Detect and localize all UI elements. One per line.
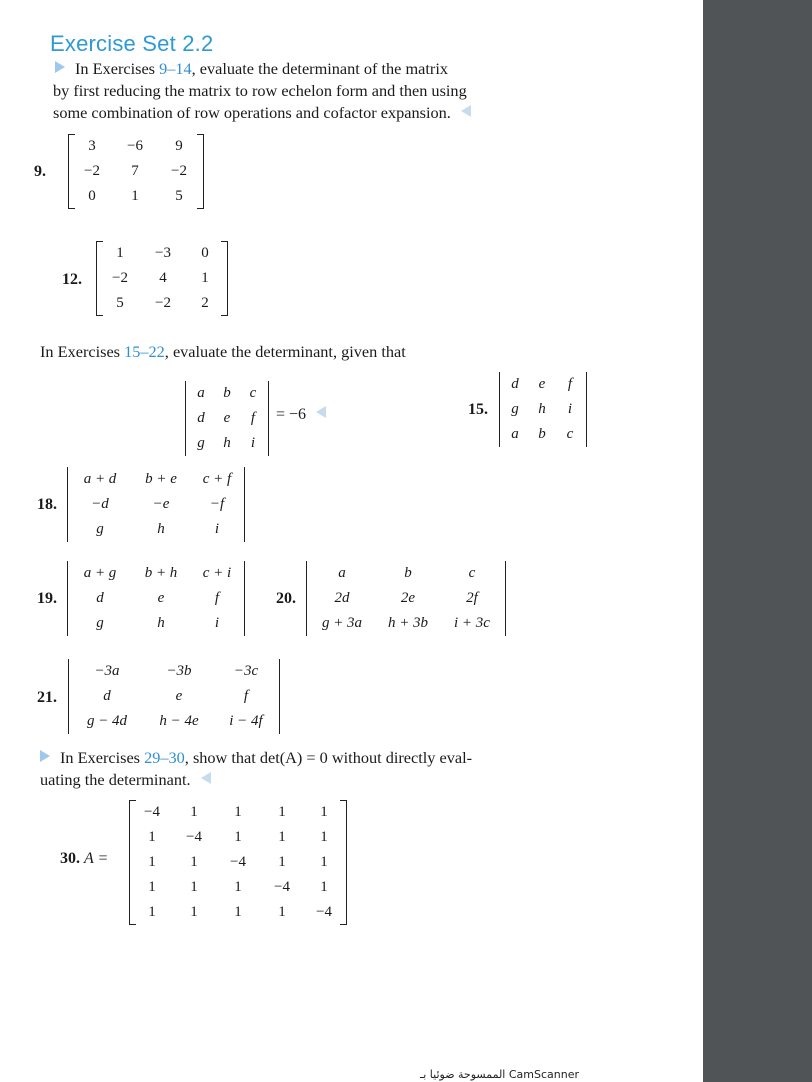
matrix-cell: 1	[278, 904, 286, 920]
matrix-cell: 5	[116, 295, 124, 311]
intro-line-2: by first reducing the matrix to row echelon form and then using	[53, 81, 467, 100]
matrix-cell: 1	[320, 804, 328, 820]
matrix-cell: b	[538, 426, 546, 442]
matrix-cell: −4	[144, 804, 160, 820]
matrix-cell: c + i	[202, 565, 232, 581]
matrix-cell: 1	[190, 854, 198, 870]
exercise-12-matrix	[96, 241, 228, 316]
matrix-cell: h	[223, 435, 231, 451]
matrix-cell: −2	[155, 295, 171, 311]
matrix-cell: a	[338, 565, 346, 581]
matrix-cell: i + 3c	[454, 615, 490, 631]
matrix-cell: 1	[148, 904, 156, 920]
matrix-cell: b	[404, 565, 412, 581]
matrix-cell: −4	[230, 854, 246, 870]
section-title: Exercise Set 2.2	[50, 31, 214, 56]
end-marker-icon	[461, 105, 471, 117]
matrix-cell: f	[250, 410, 256, 426]
matrix-cell: c	[249, 385, 257, 401]
matrix-cell: 1	[116, 245, 124, 261]
matrix-cell: d	[197, 410, 205, 426]
matrix-cell: d	[103, 688, 111, 704]
matrix-cell: 7	[131, 163, 139, 179]
scanner-watermark: الممسوحة ضوئيا بـ CamScanner	[420, 1068, 579, 1081]
exercise-20-number: 20.	[276, 590, 296, 607]
exercise-30-number: 30. A =	[60, 850, 109, 867]
matrix-cell: f	[243, 688, 249, 704]
matrix-cell: b	[223, 385, 231, 401]
matrix-cell: f	[214, 590, 220, 606]
intro-line-3: some combination of row operations and cofactor expansion.	[53, 102, 471, 125]
exercise-9-number: 9.	[34, 163, 46, 180]
matrix-cell: 1	[148, 829, 156, 845]
matrix-cell: −4	[274, 879, 290, 895]
matrix-cell: i	[214, 521, 220, 537]
show-zero-line-1: In Exercises 29–30, show that det(A) = 0 without directly eval-	[40, 747, 472, 770]
matrix-cell: 2d	[334, 590, 350, 606]
matrix-cell: 2e	[400, 590, 416, 606]
exercise-12-number: 12.	[62, 271, 82, 288]
matrix-cell: 1	[190, 904, 198, 920]
matrix-cell: e	[157, 590, 165, 606]
matrix-cell: g + 3a	[321, 615, 363, 631]
matrix-cell: 1	[320, 879, 328, 895]
matrix-cell: g	[197, 435, 205, 451]
matrix-cell: −2	[112, 270, 128, 286]
matrix-cell: 1	[278, 829, 286, 845]
matrix-cell: c	[468, 565, 476, 581]
start-marker-icon	[55, 61, 65, 73]
matrix-cell: 1	[234, 904, 242, 920]
matrix-cell: 1	[201, 270, 209, 286]
exercise-15-number: 15.	[468, 401, 488, 418]
exercise-20-determinant	[306, 561, 506, 636]
matrix-cell: −2	[171, 163, 187, 179]
show-zero-line-2: uating the determinant.	[40, 769, 211, 792]
end-marker-icon	[316, 406, 326, 418]
matrix-cell: h − 4e	[159, 713, 199, 729]
exercise-15-determinant	[499, 372, 587, 447]
matrix-cell: 0	[201, 245, 209, 261]
matrix-cell: a + d	[83, 471, 117, 487]
matrix-cell: 0	[88, 188, 96, 204]
matrix-cell: 2	[201, 295, 209, 311]
matrix-cell: h	[157, 615, 165, 631]
matrix-cell: e	[223, 410, 231, 426]
matrix-cell: 1	[320, 829, 328, 845]
matrix-cell: 1	[278, 854, 286, 870]
matrix-cell: 1	[190, 804, 198, 820]
matrix-cell: 1	[234, 804, 242, 820]
given-text: In Exercises 15–22, evaluate the determinant, given that	[40, 342, 406, 361]
matrix-cell: e	[538, 376, 546, 392]
matrix-cell: f	[567, 376, 573, 392]
matrix-cell: h	[538, 401, 546, 417]
exercise-9-matrix	[68, 134, 204, 209]
matrix-cell: −e	[152, 496, 170, 512]
matrix-cell: a + g	[83, 565, 117, 581]
matrix-cell: d	[96, 590, 104, 606]
matrix-cell: 2f	[466, 590, 478, 606]
matrix-cell: h	[157, 521, 165, 537]
matrix-cell: b + h	[144, 565, 178, 581]
exercise-30-lhs: A =	[84, 850, 109, 867]
matrix-cell: −3	[155, 245, 171, 261]
matrix-cell: −3c	[233, 663, 259, 679]
exercise-reference: 15–22	[124, 342, 165, 361]
matrix-cell: 1	[278, 804, 286, 820]
matrix-cell: 5	[175, 188, 183, 204]
matrix-cell: c + f	[202, 471, 232, 487]
matrix-cell: a	[511, 426, 519, 442]
matrix-cell: i	[567, 401, 573, 417]
matrix-cell: 1	[131, 188, 139, 204]
matrix-cell: 1	[148, 879, 156, 895]
matrix-cell: g	[96, 521, 104, 537]
matrix-cell: −4	[186, 829, 202, 845]
matrix-cell: c	[566, 426, 574, 442]
matrix-cell: 1	[320, 854, 328, 870]
exercise-21-determinant	[68, 659, 280, 734]
matrix-cell: −3a	[94, 663, 120, 679]
matrix-cell: −d	[91, 496, 109, 512]
matrix-cell: h + 3b	[387, 615, 429, 631]
matrix-cell: −4	[316, 904, 332, 920]
exercise-19-number: 19.	[37, 590, 57, 607]
scanner-side-panel	[703, 0, 812, 1082]
exercise-18-number: 18.	[37, 496, 57, 513]
exercise-19-determinant	[67, 561, 245, 636]
matrix-cell: i	[214, 615, 220, 631]
matrix-cell: 1	[234, 829, 242, 845]
matrix-cell: g	[96, 615, 104, 631]
given-determinant	[185, 381, 269, 456]
given-value: = −6	[276, 406, 326, 424]
matrix-cell: b + e	[145, 471, 177, 487]
end-marker-icon	[201, 772, 211, 784]
exercise-21-number: 21.	[37, 689, 57, 706]
matrix-cell: 4	[159, 270, 167, 286]
exercise-reference: 9–14	[159, 59, 192, 78]
matrix-cell: d	[511, 376, 519, 392]
matrix-cell: −6	[127, 138, 143, 154]
matrix-cell: −3b	[166, 663, 192, 679]
exercise-18-determinant	[67, 467, 245, 542]
matrix-cell: i	[250, 435, 256, 451]
start-marker-icon	[40, 750, 50, 762]
matrix-cell: −f	[209, 496, 225, 512]
matrix-cell: a	[197, 385, 205, 401]
matrix-cell: 1	[190, 879, 198, 895]
matrix-cell: 1	[234, 879, 242, 895]
matrix-cell: 1	[148, 854, 156, 870]
matrix-cell: 9	[175, 138, 183, 154]
exercise-reference: 29–30	[144, 748, 185, 767]
matrix-cell: 3	[88, 138, 96, 154]
matrix-cell: g − 4d	[86, 713, 128, 729]
matrix-cell: −2	[84, 163, 100, 179]
matrix-cell: i − 4f	[229, 713, 263, 729]
matrix-cell: e	[175, 688, 183, 704]
exercise-30-matrix	[129, 800, 347, 925]
intro-line-1: In Exercises 9–14, evaluate the determinant of the matrix	[55, 58, 448, 81]
matrix-cell: g	[511, 401, 519, 417]
